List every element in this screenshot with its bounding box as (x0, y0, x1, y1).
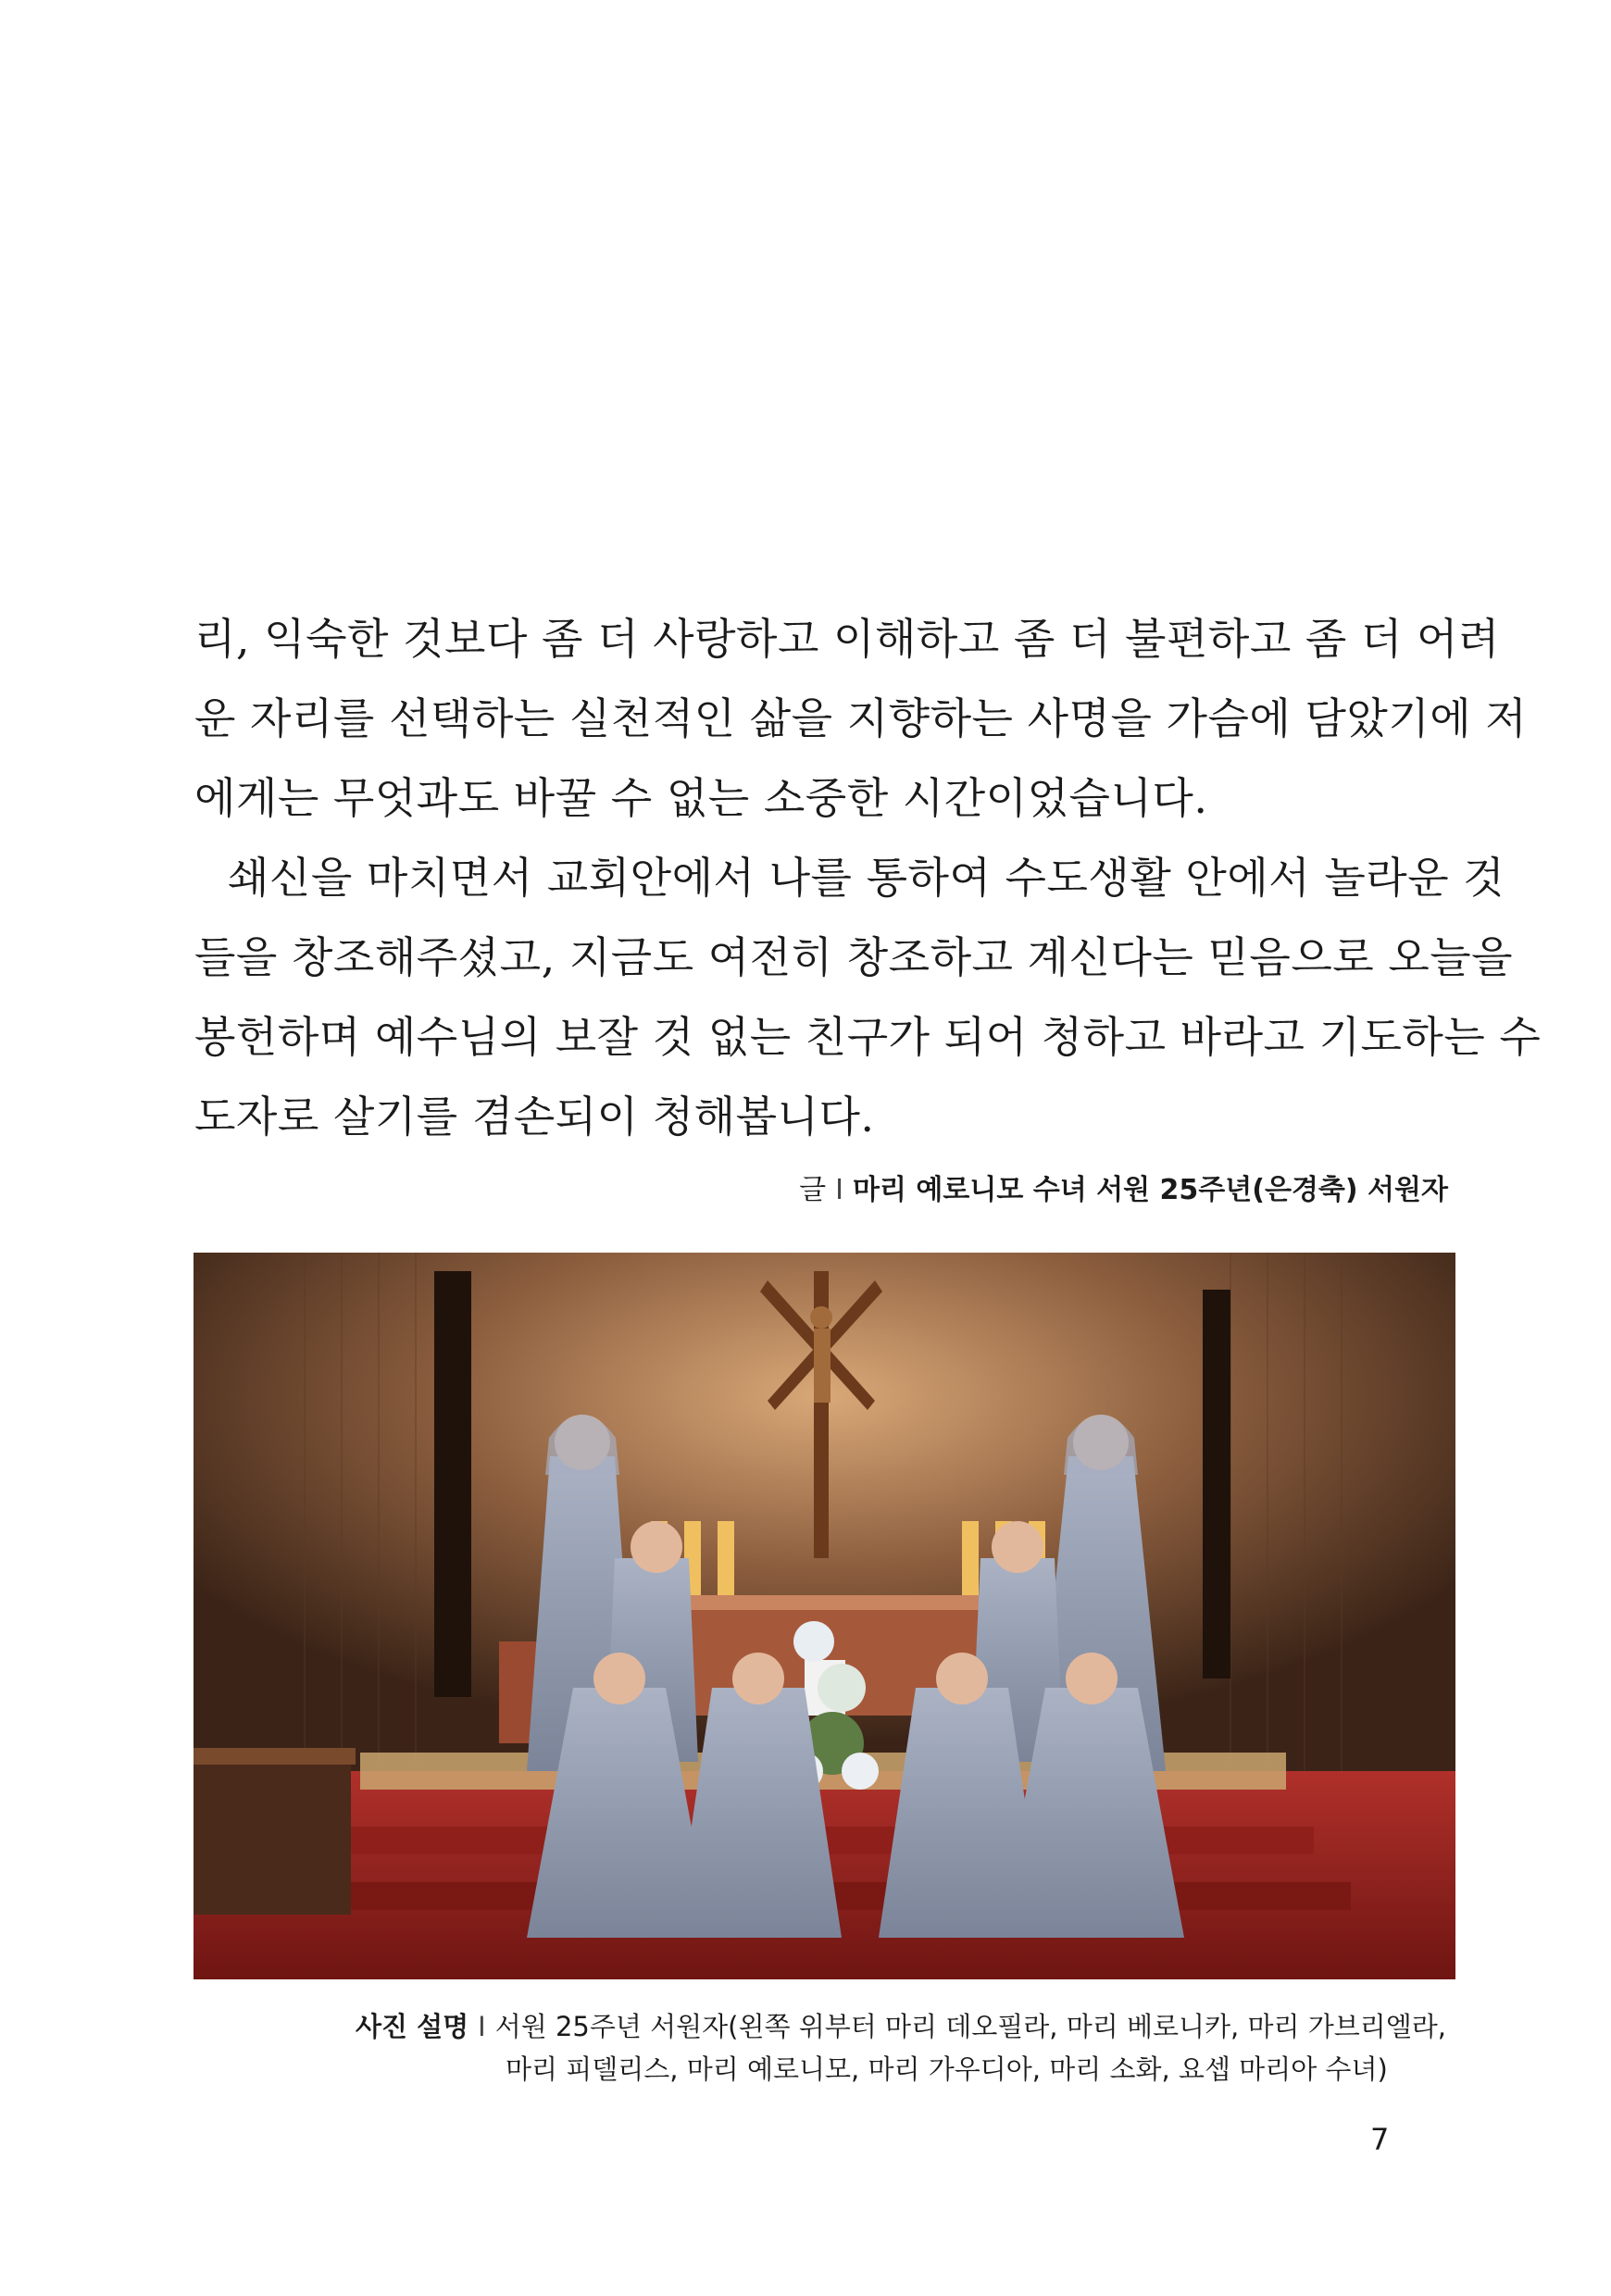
caption-text-1: 서원 25주년 서원자(왼쪽 위부터 마리 데오필라, 마리 베로니카, 마리 가브리엘라, (494, 2011, 1446, 2042)
body-line: 운 자리를 선택하는 실천적인 삶을 지향하는 사명을 가슴에 담았기에 저 (194, 693, 1528, 743)
caption-separator: I (478, 2011, 486, 2042)
caption-line-2: 마리 피델리스, 마리 예로니모, 마리 가우디아, 마리 소화, 요셉 마리아 수녀) (506, 2053, 1388, 2085)
caption-label: 사진 설명 (356, 2011, 469, 2042)
body-line: 들을 창조해주셨고, 지금도 여전히 창조하고 계신다는 믿음으로 오늘을 (194, 932, 1514, 982)
body-line: 에게는 무엇과도 바꿀 수 없는 소중한 시간이었습니다. (194, 773, 1208, 823)
byline-separator: I (835, 1174, 843, 1206)
photo-caption (356, 2005, 1467, 2090)
byline-author: 마리 예로니모 수녀 서원 25주년(은경축) 서원자 (852, 1174, 1448, 1206)
body-line: 봉헌하며 예수님의 보잘 것 없는 친구가 되어 청하고 바라고 기도하는 수 (194, 1012, 1542, 1062)
caption-line-1 (356, 2005, 1467, 2048)
body-line: 쇄신을 마치면서 교회안에서 나를 통하여 수도생활 안에서 놀라운 것 (228, 853, 1505, 903)
page-number: 7 (1370, 2122, 1390, 2157)
group-photo-illustration (194, 1253, 1455, 1979)
body-line: 리, 익숙한 것보다 좀 더 사랑하고 이해하고 좀 더 불편하고 좀 더 어려 (194, 614, 1500, 664)
chapel-group-photo (194, 1253, 1455, 1979)
body-line: 도자로 살기를 겸손되이 청해봅니다. (194, 1092, 875, 1142)
byline-prefix: 글 (799, 1174, 827, 1206)
byline (799, 1172, 1448, 1209)
